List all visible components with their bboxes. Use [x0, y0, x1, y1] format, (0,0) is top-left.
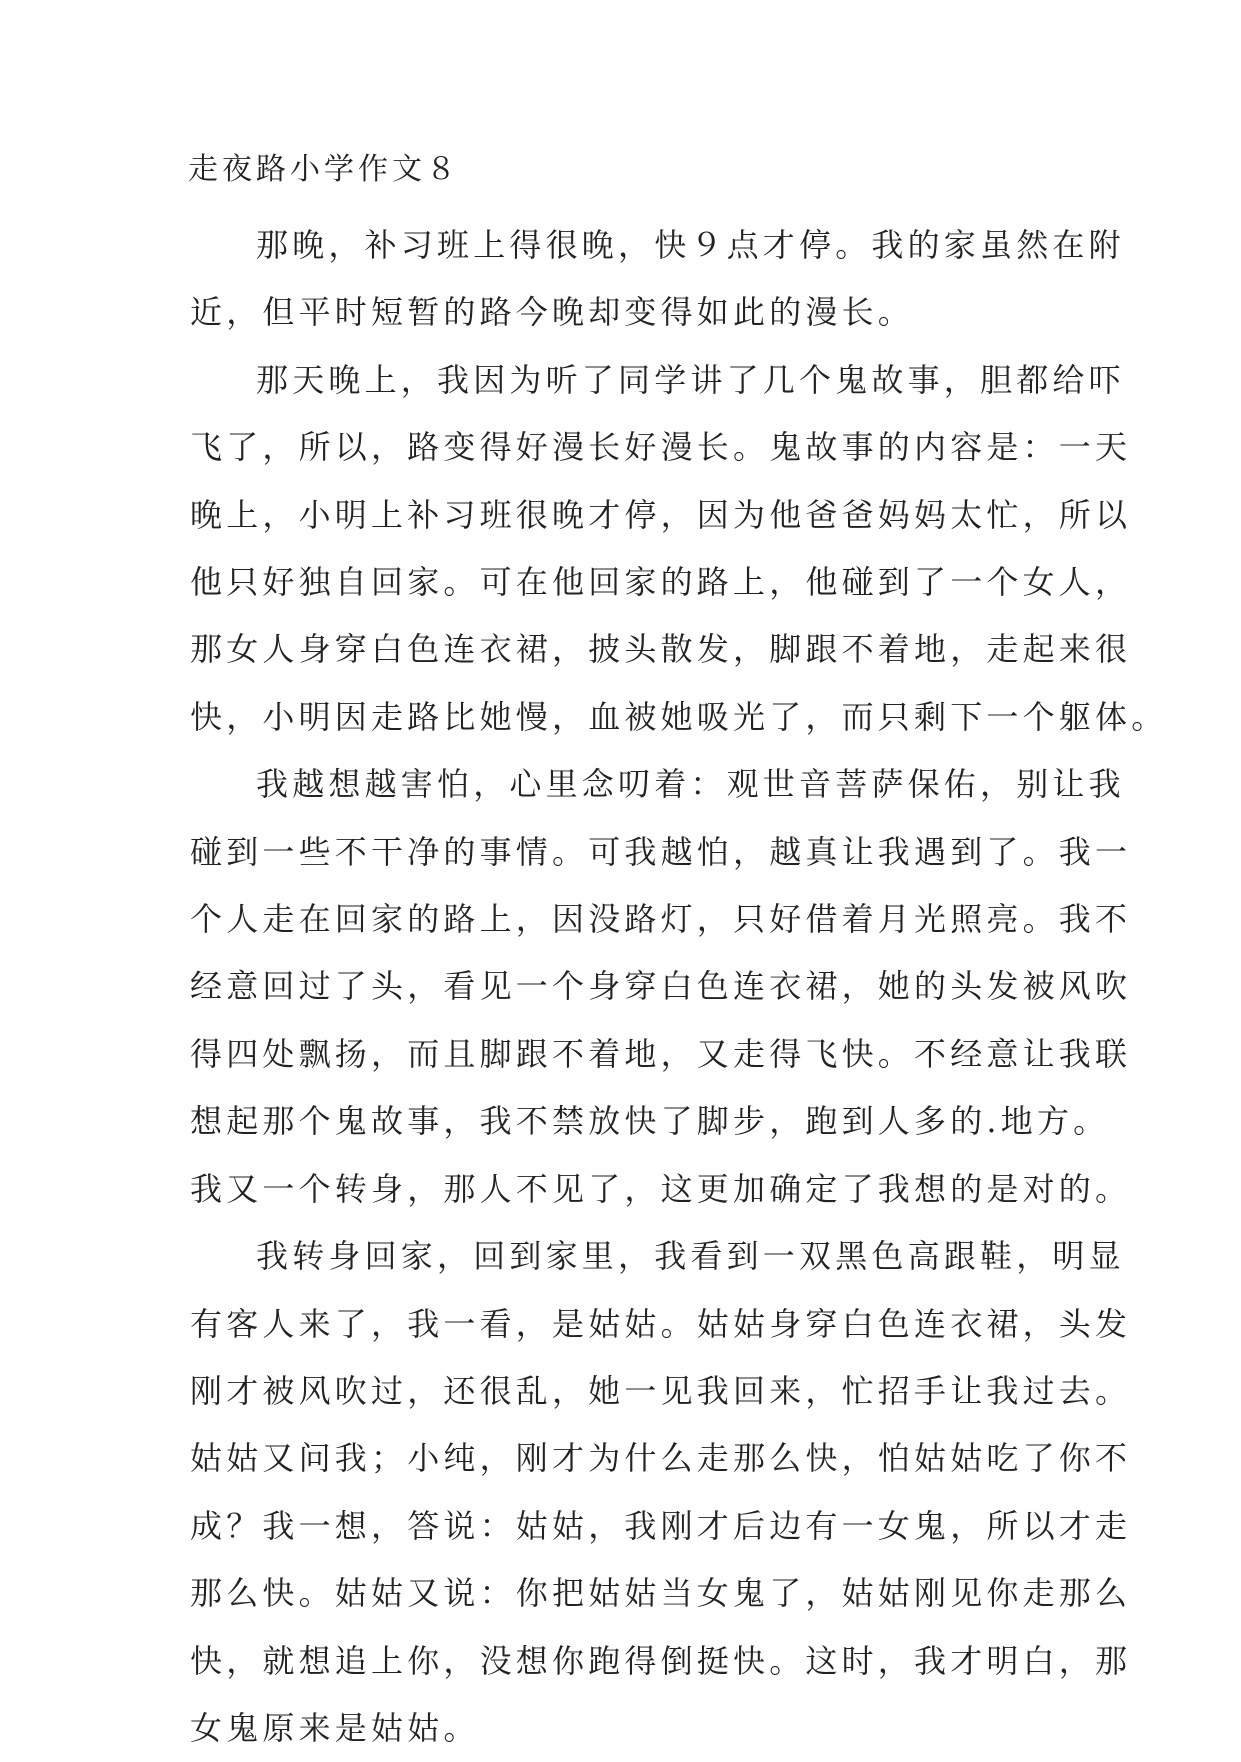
text-line: 女鬼原来是姑姑。 [190, 1708, 480, 1747]
paragraph-3 [190, 751, 1132, 1223]
paragraph-4 [190, 1223, 1132, 1762]
text-line: 得四处飘扬，而且脚跟不着地，又走得飞快。不经意让我联 [190, 1034, 1132, 1073]
text-line: 我又一个转身，那人不见了，这更加确定了我想的是对的。 [190, 1169, 1132, 1208]
text-line: 我越想越害怕，心里念叨着：观世音菩萨保佑，别让我 [256, 765, 1125, 804]
text-line: 那女人身穿白色连衣裙，披头散发，脚跟不着地，走起来很 [190, 630, 1132, 669]
text-line: 他只好独自回家。可在他回家的路上，他碰到了一个女人， [190, 563, 1132, 602]
document-title: 走夜路小学作文８ [188, 152, 460, 187]
text-line: 刚才被风吹过，还很乱，她一见我回来，忙招手让我过去。 [190, 1371, 1132, 1410]
text-line: 姑姑又问我；小纯，刚才为什么走那么快，怕姑姑吃了你不 [190, 1439, 1132, 1478]
text-line: 那天晚上，我因为听了同学讲了几个鬼故事，胆都给吓 [256, 360, 1125, 399]
text-line: 碰到一些不干净的事情。可我越怕，越真让我遇到了。我一 [190, 832, 1132, 871]
text-line: 那么快。姑姑又说：你把姑姑当女鬼了，姑姑刚见你走那么 [190, 1574, 1132, 1613]
text-line: 飞了，所以，路变得好漫长好漫长。鬼故事的内容是：一天 [190, 428, 1132, 467]
text-line: 我转身回家，回到家里，我看到一双黑色高跟鞋，明显 [256, 1237, 1125, 1276]
text-line: 晚上，小明上补习班很晚才停，因为他爸爸妈妈太忙，所以 [190, 495, 1132, 534]
text-line: 近，但平时短暂的路今晚却变得如此的漫长。 [190, 293, 915, 332]
paragraph-2 [190, 347, 1168, 751]
text-line: 经意回过了头，看见一个身穿白色连衣裙，她的头发被风吹 [190, 967, 1132, 1006]
document-body [190, 212, 1168, 1762]
text-line: 快，小明因走路比她慢，血被她吸光了，而只剩下一个躯体。 [190, 697, 1168, 736]
text-line: 成？我一想，答说：姑姑，我刚才后边有一女鬼，所以才走 [190, 1506, 1132, 1545]
text-line: 快，就想追上你，没想你跑得倒挺快。这时，我才明白，那 [190, 1641, 1132, 1680]
paragraph-1 [190, 212, 1125, 347]
text-line: 个人走在回家的路上，因没路灯，只好借着月光照亮。我不 [190, 900, 1132, 939]
text-line: 想起那个鬼故事，我不禁放快了脚步，跑到人多的.地方。 [190, 1102, 1110, 1141]
text-line: 那晚，补习班上得很晚，快９点才停。我的家虽然在附 [256, 226, 1125, 264]
text-line: 有客人来了，我一看，是姑姑。姑姑身穿白色连衣裙，头发 [190, 1304, 1132, 1343]
